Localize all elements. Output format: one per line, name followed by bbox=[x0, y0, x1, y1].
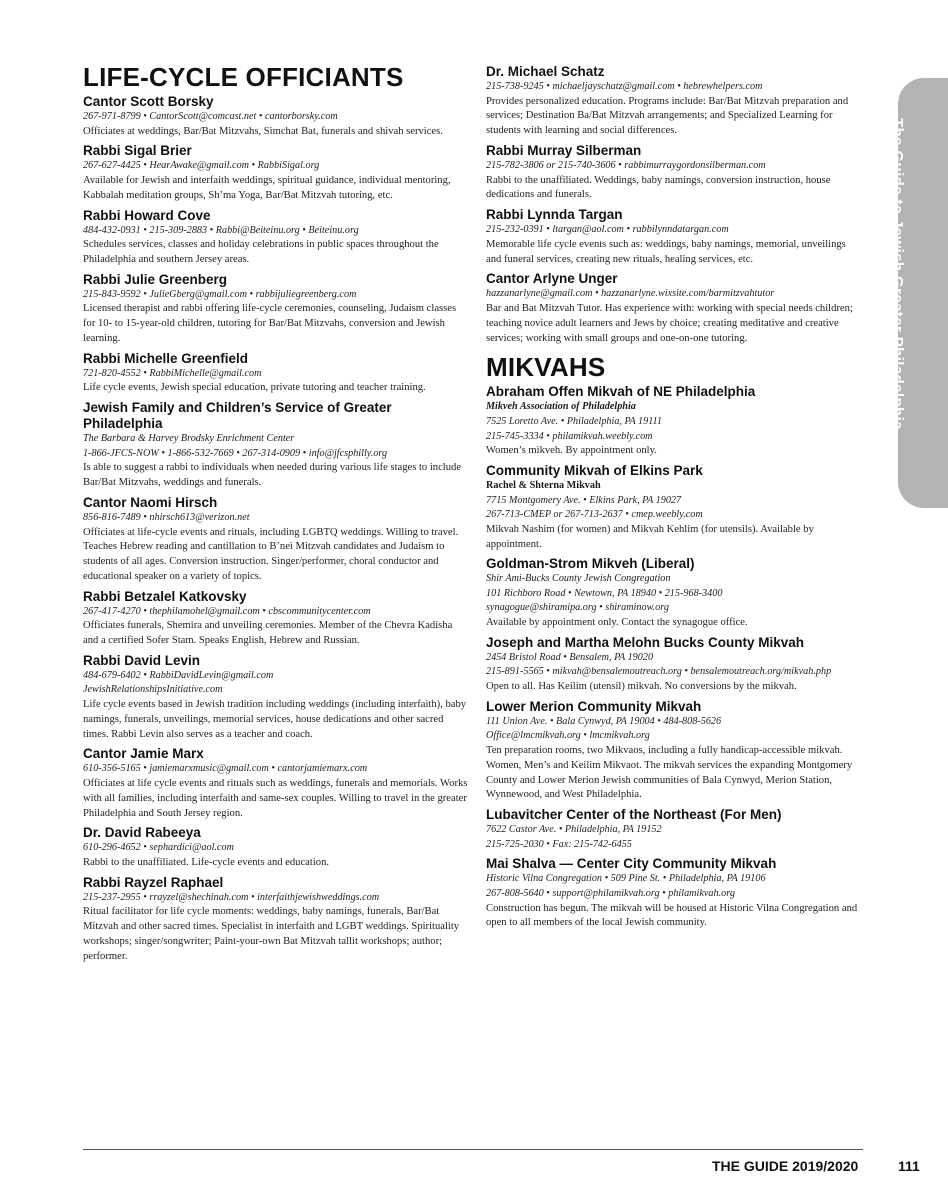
entry-description: Officiates at weddings, Bar/Bat Mitzvahs, Simchat Bat, funerals and shivah services. bbox=[83, 125, 443, 137]
entry-description: Construction has begun. The mikvah will be housed at Historic Vilna Congregation and open to all members of the local Jewish community. bbox=[486, 902, 858, 929]
entry-contact: 7622 Castor Ave. • Philadelphia, PA 19152 bbox=[486, 824, 662, 836]
entry-contact: 267-417-4270 • thephilamohel@gmail.com • cbscommunitycenter.com bbox=[83, 605, 371, 617]
entry-name: Rabbi Julie Greenberg bbox=[83, 271, 228, 287]
entry-name: Rabbi Murray Silberman bbox=[486, 142, 642, 158]
directory-entry bbox=[486, 271, 858, 346]
directory-entry bbox=[486, 64, 858, 139]
directory-entry bbox=[486, 384, 858, 459]
side-tab-label: The Guide to Jewish Greater Philadelphia bbox=[889, 118, 906, 430]
entry-description: Available by appointment only. Contact the synagogue office. bbox=[486, 617, 748, 629]
mikvahs-list bbox=[486, 384, 858, 931]
entry-description: Officiates at life cycle events and rituals such as weddings, funerals and memorials. Works with all families, including interfaith and same-sex couples. Willing to travel in the greater Philadelphia and South Jersey region. bbox=[83, 778, 468, 819]
directory-entry bbox=[486, 463, 858, 552]
entry-description: Rabbi to the unaffiliated. Life-cycle events and education. bbox=[83, 857, 330, 869]
entry-contact: 856-816-7489 • nhirsch613@verizon.net bbox=[83, 511, 250, 523]
entry-contact: 215-891-5565 • mikvah@bensalemoutreach.org • bensalemoutreach.org/mikvah.php bbox=[486, 666, 832, 678]
directory-entry bbox=[83, 143, 468, 203]
entry-name: Rabbi Rayzel Raphael bbox=[83, 874, 224, 890]
entry-contact: 7525 Loretto Ave. • Philadelphia, PA 19111 bbox=[486, 415, 662, 427]
page-number: 111 bbox=[898, 1158, 920, 1174]
entry-name: Jewish Family and Children’s Service of Greater Philadelphia bbox=[83, 400, 392, 432]
entry-description: Licensed therapist and rabbi offering life-cycle ceremonies, counseling, Judaism classes for 10- to 15-year-old children, tutoring for Bar/Bat Mitzvahs, conversion and Jewish learning. bbox=[83, 303, 457, 344]
entry-contact: 721-820-4552 • RabbiMichelle@gmail.com bbox=[83, 367, 262, 379]
entry-contact: JewishRelationshipsInitiative.com bbox=[83, 684, 223, 696]
directory-entry bbox=[486, 856, 858, 931]
entry-contact: 1-866-JFCS-NOW • 1-866-532-7669 • 267-314-0909 • info@jfcsphilly.org bbox=[83, 447, 388, 459]
directory-entry bbox=[486, 207, 858, 267]
entry-organization: The Barbara & Harvey Brodsky Enrichment Center bbox=[83, 433, 295, 445]
entry-contact: 215-738-9245 • michaeljayschatz@gmail.com • hebrewhelpers.com bbox=[486, 81, 763, 92]
entry-description: Ritual facilitator for life cycle moments: weddings, baby namings, funerals, Bar/Bat Mitzvah and other sacred times. Specialist in interfaith and LGBT weddings. Spirituality workshops; singer/songwriter; Paint-your-own Bat Mitzvah tallit workshops; author; performer. bbox=[83, 906, 460, 962]
entry-name: Lower Merion Community Mikvah bbox=[486, 698, 702, 714]
entry-organization: Shir Ami-Bucks County Jewish Congregation bbox=[486, 573, 671, 585]
directory-entry bbox=[83, 351, 468, 396]
entry-contact: hazzanarlyne@gmail.com • hazzanarlyne.wixsite.com/barmitzvahtutor bbox=[486, 288, 775, 300]
entry-name: Abraham Offen Mikvah of NE Philadelphia bbox=[486, 384, 756, 400]
entry-contact: Historic Vilna Congregation • 509 Pine St. • Philadelphia, PA 19106 bbox=[486, 873, 766, 885]
entry-contact: 7715 Montgomery Ave. • Elkins Park, PA 19027 bbox=[486, 494, 682, 506]
entry-name: Community Mikvah of Elkins Park bbox=[486, 462, 703, 478]
entry-contact: 215-843-9592 • JulieGberg@gmail.com • rabbijuliegreenberg.com bbox=[83, 288, 357, 300]
entry-description: Officiates funerals, Shemira and unveiling ceremonies. Member of the Chevra Kadisha and a certified Sofer Stam. Speaks English, Hebrew and Russian. bbox=[83, 620, 453, 647]
directory-entry bbox=[83, 825, 468, 870]
entry-contact: 267-627-4425 • HearAwake@gmail.com • RabbiSigal.org bbox=[83, 160, 320, 172]
directory-entry bbox=[83, 400, 468, 491]
entry-contact: 484-679-6402 • RabbiDavidLevin@gmail.com bbox=[83, 669, 274, 681]
entry-description: Provides personalized education. Programs include: Bar/Bat Mitzvah preparation and services; Destination Ba/Bat Mitzvah arrangements; and Specialized Learning for students with learning and social differences. bbox=[486, 95, 849, 137]
section-title-mikvahs: MIKVAHS bbox=[486, 352, 606, 383]
entry-description: Memorable life cycle events such as: weddings, baby namings, memorial, unveilings and funeral services, creating new rituals, healing services, etc. bbox=[486, 238, 846, 265]
entry-contact: Office@lmcmikvah.org • lmcmikvah.org bbox=[486, 730, 650, 742]
directory-entry bbox=[83, 875, 468, 965]
entry-description: Mikvah Nashim (for women) and Mikvah Kehlim (for utensils). Available by appointment. bbox=[486, 523, 814, 550]
entry-contact: synagogue@shiramipa.org • shiraminow.org bbox=[486, 602, 669, 614]
entry-contact: 215-237-2955 • rrayzel@shechinah.com • interfaithjewishweddings.com bbox=[83, 891, 380, 903]
entry-description: Rabbi to the unaffiliated. Weddings, baby namings, conversion instruction, house dedications and funerals. bbox=[486, 174, 831, 201]
entry-contact: 101 Richboro Road • Newtown, PA 18940 • 215-968-3400 bbox=[486, 587, 723, 599]
entry-contact: 111 Union Ave. • Bala Cynwyd, PA 19004 • 484-808-5626 bbox=[486, 715, 722, 727]
entry-name: Mai Shalva — Center City Community Mikvah bbox=[486, 856, 777, 872]
entry-name: Cantor Naomi Hirsch bbox=[83, 494, 218, 510]
entry-organization: Mikveh Association of Philadelphia bbox=[486, 401, 636, 413]
directory-entry bbox=[486, 699, 858, 803]
entry-name: Joseph and Martha Melohn Bucks County Mikvah bbox=[486, 634, 805, 650]
left-column bbox=[83, 62, 468, 969]
directory-entry bbox=[83, 589, 468, 649]
entry-description: Bar and Bat Mitzvah Tutor. Has experience with: working with special needs children; teaching novice adult learners and Jews by choice; creating meditative and creative services; working with small groups and one-on-one tutoring. bbox=[486, 302, 853, 344]
directory-entry bbox=[83, 272, 468, 347]
entry-name: Goldman-Strom Mikveh (Liberal) bbox=[486, 556, 695, 572]
entry-name: Rabbi Howard Cove bbox=[83, 207, 211, 223]
footer-title: THE GUIDE 2019/2020 bbox=[712, 1158, 859, 1174]
entry-name: Dr. Michael Schatz bbox=[486, 64, 605, 79]
entry-contact: 267-713-CMEP or 267-713-2637 • cmep.weebly.com bbox=[486, 509, 703, 521]
right-column bbox=[486, 64, 858, 935]
entry-contact: 215-745-3334 • philamikvah.weebly.com bbox=[486, 430, 653, 442]
entry-contact: 484-432-0931 • 215-309-2883 • Rabbi@Beiteinu.org • Beiteinu.org bbox=[83, 224, 359, 236]
entry-name: Rabbi Sigal Brier bbox=[83, 143, 192, 159]
entry-name: Cantor Arlyne Unger bbox=[486, 271, 618, 287]
entry-name: Rabbi Lynnda Targan bbox=[486, 207, 623, 223]
entry-contact: 2454 Bristol Road • Bensalem, PA 19020 bbox=[486, 651, 654, 663]
entry-description: Is able to suggest a rabbi to individuals when needed during various life stages to include Bar/Bat Mitzvahs, weddings and funerals. bbox=[83, 462, 462, 489]
directory-entry bbox=[83, 495, 468, 585]
entry-description: Officiates at life-cycle events and rituals, including LGBTQ weddings. Willing to travel. Teaches Hebrew reading and cantillation to B’nei Mitzvah candidates and Judaism to students of all ages. Conversion instruction. Singer/performer, choral conductor and educational speaker on a variety of topics. bbox=[83, 526, 459, 582]
entry-name: Rabbi Betzalel Katkovsky bbox=[83, 588, 247, 604]
entry-contact: 215-782-3806 or 215-740-3606 • rabbimurraygordonsilberman.com bbox=[486, 159, 766, 171]
entry-description: Life cycle events, Jewish special education, private tutoring and teacher training. bbox=[83, 382, 426, 394]
directory-entry bbox=[83, 653, 468, 743]
entry-name: Rabbi Michelle Greenfield bbox=[83, 350, 249, 366]
footer-rule bbox=[83, 1149, 863, 1150]
entry-contact: 215-232-0391 • ltargan@aol.com • rabbilynndatargan.com bbox=[486, 224, 729, 236]
entry-organization: Rachel & Shterna Mikvah bbox=[486, 479, 601, 491]
officiants-list-right bbox=[486, 64, 858, 346]
directory-entry bbox=[83, 94, 468, 139]
entry-name: Dr. David Rabeeya bbox=[83, 825, 201, 841]
directory-entry bbox=[486, 635, 858, 695]
side-tab bbox=[889, 78, 948, 508]
entry-description: Women’s mikveh. By appointment only. bbox=[486, 445, 657, 457]
directory-entry bbox=[486, 556, 858, 631]
section-title-officiants: LIFE-CYCLE OFFICIANTS bbox=[83, 62, 404, 92]
entry-name: Cantor Jamie Marx bbox=[83, 746, 204, 762]
entry-description: Schedules services, classes and holiday celebrations in public spaces throughout the Philadelphia and southern Jersey areas. bbox=[83, 239, 439, 265]
officiants-list-left bbox=[83, 94, 468, 965]
entry-contact: 215-725-2030 • Fax: 215-742-6455 bbox=[486, 838, 632, 850]
entry-description: Open to all. Has Keilim (utensil) mikvah. No conversions by the mikvah. bbox=[486, 681, 797, 693]
directory-entry bbox=[486, 143, 858, 203]
entry-contact: 267-808-5640 • support@philamikvah.org • philamikvah.org bbox=[486, 888, 735, 900]
entry-description: Life cycle events based in Jewish tradition including weddings (including interfaith), baby namings, funerals, unveilings, memorial services, house dedications and other sacred times. Rabbi Levin also serves as a teacher and coach. bbox=[83, 699, 467, 740]
directory-entry bbox=[83, 746, 468, 821]
directory-entry bbox=[83, 208, 468, 268]
entry-description: Ten preparation rooms, two Mikvaos, including a fully handicap-accessible mikvah. Women, Men’s and Keilim Mikvaot. The mikvah services the expanding Montgomery County and Lower Merion Jewish communities of Bala Cynwyd, Merion Station, Wynnewood, and West Philadelphia. bbox=[486, 745, 853, 801]
entry-contact: 610-356-5165 • jamiemarxmusic@gmail.com • cantorjamiemarx.com bbox=[83, 763, 368, 775]
entry-contact: 267-971-8799 • CantorScott@comcast.net • cantorborsky.com bbox=[83, 111, 338, 122]
directory-entry bbox=[486, 807, 858, 852]
entry-description: Available for Jewish and interfaith weddings, spiritual guidance, individual mentoring, Kabbalah meditation groups, Sh’ma Yoga, Bar/Bat Mitzvah tutoring, etc. bbox=[83, 174, 451, 201]
entry-name: Cantor Scott Borsky bbox=[83, 94, 214, 109]
entry-name: Lubavitcher Center of the Northeast (For Men) bbox=[486, 807, 782, 823]
entry-contact: 610-296-4652 • sephardici@aol.com bbox=[83, 842, 234, 854]
entry-name: Rabbi David Levin bbox=[83, 652, 201, 668]
